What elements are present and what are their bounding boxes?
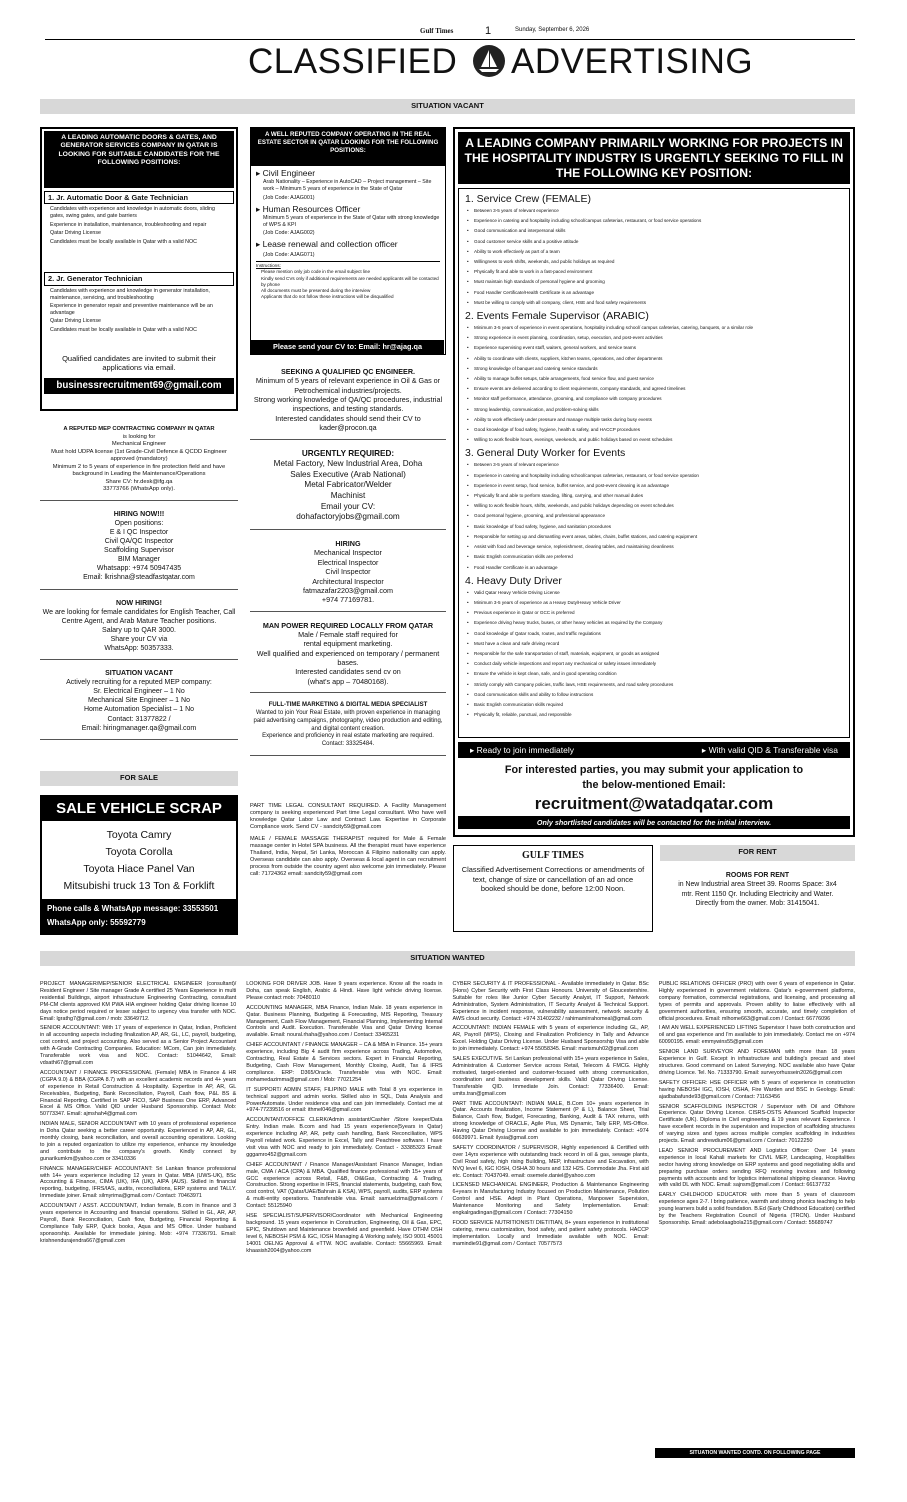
ad-line: Email: hiringmanager.qa@gmail.com: [81, 724, 197, 732]
ad-line: WhatsApp: 50357333.: [104, 645, 174, 652]
wanted-listing: CYBER SECURITY & IT PROFESSIONAL - Available immediately in Qatar. BSc (Hons) Cyber Security with First Class Honours. University of Gloucestershire. Suitable for roles like Junior Cyber Security Analyst, IT Support, Network Administration, System Administration, IT Security Analyst & Technical Support. Experience in incident response, vulnerability assessment, network security & AWS cloud security. Contact: +974 31402232 / rahimamirrahomeal@gmail.com: [452, 981, 649, 1022]
ad-line: SITUATION VACANT: [105, 670, 173, 678]
job1-title: 1. Jr. Automatic Door & Gate Technician: [44, 191, 234, 204]
wanted-listing: SAFETY COORDINATOR / SUPERVISOR, Highly experienced & Certified with over 14yrs experience with outstanding track record in oil & gas, sewage plants, Civil Road safety, high rising Building, MEP, infrastructure and Excavation, with NVQ level 6, IGC IOSH, OSHA 30 hours and 132 H2S. Commodate Jha. First aid etc. Contact: 70437049. email: osemele.daniel@yahoo.com: [452, 1144, 649, 1179]
wanted-listing: I AM AN WELL EXPERIENCED LIFTING Supervisor I have both construction and oil and gas experience and I'm available to join immediately. Contact me on +974 60090195. email: emmywins55@gmail.com: [658, 1025, 855, 1046]
hospitality-heading: A LEADING COMPANY PRIMARILY WORKING FOR PROJECTS IN THE HOSPITALITY INDUSTRY IS URGENTLY SEEKING TO FILL IN THE FOLLOWING KEY POSITION:: [458, 132, 850, 184]
requirement-item: • Experience in catering and hospitality including school/campus cafeterias, restaurant, or food service operation: [465, 471, 843, 481]
hiring-inspectors-ad: [250, 536, 446, 612]
requirement-item: • Experience supervising event staff, waiters, general workers, and service teams: [465, 343, 843, 353]
ad-line: Salary up to QAR 3000.: [102, 626, 176, 634]
ad-line: +974 77169781.: [321, 595, 375, 605]
vehicle-item: Toyota Camry: [106, 829, 172, 841]
requirement-item: • Willing to work flexible hours, evenings, weekends, and public holidays based on event schedules: [465, 435, 843, 445]
instruction-item: Please mention only job code in the email subject line: [261, 269, 371, 275]
ad-line: Experience and proficiency in real estate marketing are required.: [262, 733, 434, 740]
wanted-listing: FOOD SERVICE NUTRITIONIST/ DIETITIAN, 8+ years experience in institutional catering, menu customization, food safety, and patient safety protocols. HACCP implementation. Locally and Immediate available with NOC. Email: mamindie91@gmail.com / Contact: 70577573: [452, 1220, 649, 1247]
requirement-item: Candidates with experience and knowledge in generator installation, maintenance, servicing, and troubleshooting: [50, 287, 210, 301]
ad-line: FULL-TIME MARKETING & DIGITAL MEDIA SPECIALIST: [268, 702, 428, 709]
ad-line: Share CV: hr.desk@ifg.qa: [105, 478, 173, 485]
requirement-item: • Ability to work effectively under pressure and manage multiple tasks during busy events: [465, 415, 843, 425]
service-crew-list: [465, 206, 843, 308]
wanted-listing: PUBLIC RELATIONS OFFICER (PRO) with over 6 years of experience in Qatar. Highly experienced in government relations. Qatar's e-government platforms, company formation, commercial registrations, and licensing, and processing all types of permits and approvals. Proven ability to liaise effectively with all government authorities, ensuring smooth, accurate, and timely completion of official procedures. Email: mlhome663@gmail.com / Contact: 66776096: [658, 981, 855, 1022]
requirement-item: • Responsible for setting up and dismantling event areas, tables, chairs, buffet stations, and catering equipment: [465, 532, 843, 542]
ad-line: Home Automation Specialist – 1 No: [83, 706, 195, 714]
ad-line: Sales Executive (Arab National): [290, 469, 406, 479]
phone-line[interactable]: Phone calls & WhatsApp message: 33553501: [47, 904, 219, 913]
ad-line: Civil QA/QC Inspector: [104, 538, 174, 546]
requirement-item: • Good customer service skills and a positive attitude: [465, 237, 843, 247]
ad-line: Share your CV via: [110, 635, 168, 643]
ad-line: Must hold UDPA license (1st Grade-Civil Defence & QCDD Engineer approved (mandatory): [51, 448, 227, 463]
wanted-listing: ACCOUNTANT/OFFICE CLERK/Admin assistant/Cashier /Store keeper/Data Entry. Indian male. B.com and had 15 years experience(5years in Qatar) experience including AP, AR, petty cash handling, Bank Reconciliation, WPS Payroll related work. Experience in Excel, Tally and Peachtree software. I have visit visa with NOC and ready to join immediately. Contact - 33385323 Email: gggamro452@gmail.com: [246, 1117, 443, 1158]
job1-requirements: [44, 204, 234, 272]
ad-line: Civil Inspector: [325, 567, 371, 577]
triangle-icon: ▸: [256, 168, 263, 178]
wanted-listing: HSE SPECIALIST/SUPERVISOR/Coordinator with Mechanical Engineering background. 15 years experience in Construction, Engineering, Oil & Gas, EPC, EPIC, Shutdown and Maintenance brownfield and greenfield. Have OTHM OSH level 6, NEBOSH PSM & IGC, IOSH Managing & Working safely, ISO 9001 45001 14001 OELNG Approval & eTTW. NOC available. Contact: 55665969. Email: khaasish2004@yahoo.com: [246, 1213, 443, 1254]
scrap-sale-ad: [40, 795, 238, 935]
page-number: 1: [485, 25, 492, 37]
requirement-item: • Minimum 3-5 years of experience in event operations, hospitality including school/ campus cafeterias, catering, banquets, or a similar role: [465, 323, 843, 333]
ad-line: Strong working knowledge of QA/QC procedures, industrial inspections, and testing standards.: [253, 395, 443, 414]
ad-line: Minimum 2 to 5 years of experience in fire protection field and have background in Leading the Maintenance/Operations: [52, 463, 226, 478]
urgently-required-ad: [250, 446, 446, 531]
ad-line: 33773766 (WhatsApp only).: [103, 486, 175, 493]
ad-line: Mechanical Site Engineer – 1 No: [88, 697, 190, 705]
wanted-listing: FINANCE MANAGER/CHIEF ACCOUNTANT: Sri Lankan finance professional with 14+ years experience including 12 years in Qatar. MBA (UWS-UK), BSc Accounting & Finance, CIMA (UK), IFA (UK), AIPA (AUS). Skilled in financial reporting, budgeting, IFRS/IAS, audits, reconciliations, ERP systems and TALLY. Immediate joiner. Email: silmyrima@gmail.com / Contact: 70463971: [40, 1165, 237, 1200]
qc-engineer-ad: [250, 364, 446, 440]
requirement-item: • Experience driving heavy trucks, buses, or other heavy vehicles as required by the Company: [465, 618, 843, 628]
ad-line: MAN POWER REQUIRED LOCALLY FROM QATAR: [262, 620, 434, 630]
real-estate-cta[interactable]: Please send your CV to: Email: hr@ajag.qa: [251, 340, 444, 354]
requirement-item: • Ensure events are delivered according to client requirements, company standards, and agreed timelines: [465, 384, 843, 394]
marketing-specialist-ad: [250, 699, 446, 756]
instructions-title: Instructions:: [256, 263, 281, 269]
wanted-listing: ACCOUNTING MANAGER, MBA Finance, Indian Male. 18 years experience in Qatar. Business Planning, Budgeting & Forecasting, MIS Reporting, Treasury Management, Cash Flow Management, Financial Planning, Implementing Internal Controls and Audit. Execution. Transferable Visa and Qatar Driving license available. Email: noural.rhaha@yahoo.com / Contact: 33465231: [246, 1004, 443, 1039]
requirement-item: • Experience in event setup, food service, buffet service, and post-event cleaning is an advantage: [465, 481, 843, 491]
requirement-item: • Food Handler Certificate/Health Certificate is an advantage: [465, 288, 843, 298]
ad-line: Architectural Inspector: [312, 576, 384, 586]
paper-name: Gulf Times: [420, 27, 454, 35]
ad-line: Metal Fabricator/Welder: [304, 480, 392, 490]
ad-line: SEEKING A QUALIFIED QC ENGINEER.: [280, 367, 416, 376]
teachers-ad: [40, 596, 238, 661]
requirement-item: • Ensure the vehicle is kept clean, safe, and in good operating condition: [465, 669, 843, 679]
ad-line: (what's app – 70480168).: [307, 676, 389, 686]
ad-line: Email: lkrishna@steadfastqatar.com: [83, 574, 195, 582]
real-estate-heading: A WELL REPUTED COMPANY OPERATING IN THE REAL ESTATE SECTOR IN QATAR LOOKING FOR THE FOLLOWING POSITIONS:: [251, 128, 445, 166]
ad-line: Minimum of 5 years of relevant experience in Oil & Gas or Petrochemical industries/projects.: [255, 376, 441, 395]
wanted-column-2: [246, 981, 442, 1446]
wanted-listing: SALES EXECUTIVE. Sri Lankan professional with 15+ years experience in Sales, Administration & Customer Service across Retail, Telecom & FMCG. Highly motivated, target-oriented and customer-focused with strong communication, coordination and business development skills. Valid Qatar Driving License. Transferable QID. Immediate Join. Contact: 77336400. Email: umits.tran@gmail.com: [452, 1056, 649, 1097]
job1-desc: Arab Nationality – Experience in AutoCAD – Project management – Site work – Minimum 5 years of experience in the State of Qatar: [263, 179, 432, 192]
ad-line: Mechanical Inspector: [314, 548, 382, 558]
requirement-item: • Between 3-5 years of relevant experience: [465, 460, 843, 470]
requirement-item: • Willingness to work shifts, weekends, and public holidays as required: [465, 257, 843, 267]
requirement-item: • Ability to manage buffet setups, table arrangements, food service flow, and guest service: [465, 374, 843, 384]
job-lease-officer: Lease renewal and collection officer: [262, 239, 398, 250]
requirement-item: Candidates must be locally available in Qatar with a valid NOC: [50, 238, 197, 245]
ad-line: BIM Manager: [117, 556, 161, 564]
requirement-item: • Good personal hygiene, grooming, and professional appearance: [465, 511, 843, 521]
ad-line: Wanted to join Your Real Estate, with proven experience in managing paid advertising campaigns, photography, video production and editing, and digital content creation.: [253, 709, 443, 732]
ad-line: fatmazafar2203@gmail.com: [303, 585, 393, 595]
instruction-item: Applicants that do not follow these instructions will be disqualified: [261, 294, 394, 300]
requirement-item: • Basic English communication skills are preferred: [465, 552, 843, 562]
job1-code: (Job Code: AJAG001): [263, 194, 315, 201]
wanted-column-1: [40, 981, 236, 1446]
advertising-title: ADVERTISING: [511, 42, 754, 81]
apply-text: For interested parties, you may submit your application to the below-mentioned Email:: [504, 764, 804, 791]
col2-paragraph-ads: [250, 803, 446, 883]
real-estate-ad: [250, 127, 446, 355]
requirement-item: • Physically fit and able to work in a fast-paced environment: [465, 267, 843, 277]
triangle-icon: ▸: [256, 239, 263, 250]
requirement-item: • Willing to work flexible hours, shifts, weekends, and public holidays depending on event schedules: [465, 501, 843, 511]
scrap-heading: SALE VEHICLE SCRAP: [42, 797, 236, 821]
ad-line: E & I QC Inspector: [109, 528, 169, 536]
ad-line: A REPUTED MEP CONTRACTING COMPANY IN QATAR: [63, 426, 215, 432]
requirement-item: • Experience in catering and hospitality including school/campus cafeterias, restaurant, or food service operations: [465, 216, 843, 226]
requirement-item: • Strong experience in event planning, coordination, setup, execution, and post-event activities: [465, 333, 843, 343]
requirement-item: • Good knowledge of food safety, hygiene, health & safety, and HACCP procedures: [465, 425, 843, 435]
situation-wanted-bar: SITUATION WANTED: [40, 951, 855, 966]
requirement-item: • Good communication skills and ability to follow instructions: [465, 690, 843, 700]
section-events-supervisor: 2. Events Female Supervisor (ARABIC): [465, 310, 649, 323]
corrections-text: Classified Advertisement Corrections or amendments of text, change of size or cancellation of an ad once booked should be done, before 12:00 Noon.: [461, 864, 645, 894]
hospitality-email[interactable]: recruitment@watadqatar.com: [534, 794, 774, 814]
section-general-worker: 3. General Duty Worker for Events: [465, 447, 626, 460]
requirement-item: • Responsible for the safe transportation of staff, materials, equipment, or goods as assigned: [465, 649, 843, 659]
ad-line: Well qualified and experienced on temporary / permanent bases.: [256, 648, 440, 668]
wanted-listing: PART TIME ACCOUNTANT: INDIAN MALE, B.Com 10+ years experience in Qatar. Accounts finalization, Income Statement (P & L), Balance Sheet, Trial Balance, Cash flow, Budget, Forecasting, Banking, Audit & TAX returns, with strong knowledge of ORACLE, Agile Plus, MS Dynamic, Tally ERP, MS-Office. Having Qatar Driving License and available to join immediately. Contact: +974 66639971. Email: ilysia@gmail.com: [452, 1100, 649, 1142]
section-heavy-driver: 4. Heavy Duty Driver: [465, 574, 562, 587]
ad-line: Whatsapp: +974 50947435: [96, 565, 182, 573]
wanted-listing: CHIEF ACCOUNTANT / Finance Manager/Assistant Finance Manager, Indian male, CMA / ACA (CPA) & MBA. Qualified finance professional with 15+ years of GCC experience across Retail, F&B, Oil&Gas, Contracting & Trading, Construction. Strong expertise in IFRS, financial statements, budgeting, cash flow, cost control, VAT (Qatar/UAE/Bahrain & KSA), WPS, payroll, audits, ERP systems & multi-entity operations. Transferable visa. Email: samuelzima@gmail.com / Contact: 55125940: [246, 1161, 443, 1210]
ad-line: HIRING NOW!!!: [113, 510, 165, 518]
requirement-item: Candidates must be locally available in Qatar with a valid NOC: [50, 326, 197, 333]
ad-line: Open positions:: [114, 519, 164, 527]
rent-heading: ROOMS FOR RENT: [725, 872, 790, 879]
for-rent-bar: FOR RENT: [660, 845, 855, 861]
job-civil-engineer: Civil Engineer: [262, 168, 316, 178]
job2-requirements: [44, 286, 234, 354]
rooms-rent-ad: [660, 871, 855, 908]
wanted-column-4: [659, 981, 855, 1446]
requirement-item: • Previous experience in Qatar or GCC is preferred: [465, 608, 843, 618]
corrections-title: GULF TIMES: [522, 850, 584, 861]
wanted-listing: SENIOR SCAFFOLDING INSPECTOR / Supervisor with Oil and Offshore Experience. Qatar Driving Licence. CISRS-OSTS Advanced Scaffold Inspector Certificate (UK). Diploma in Civil engineering & 19 years relevant Experience. I have excellent records in the supervision and inspection of scaffolding structures of varying sizes and types across multiple complex scaffolding in industries projects. Email: andrewdium06@gmail.com / Contact: 70122250: [658, 1103, 855, 1145]
requirement-item: • Must have a clean and safe driving record: [465, 639, 843, 649]
ad-line: Male / Female staff required for: [298, 629, 398, 639]
ad-line: NOW HIRING!: [116, 599, 162, 607]
situation-vacant-bar: SITUATION VACANT: [40, 99, 855, 114]
vehicle-list: [42, 827, 236, 895]
requirement-item: Experience in installation, maintenance, troubleshooting and repair: [50, 221, 207, 228]
instruction-item: Kindly send CVs only if additional requirements are needed applicants will be contacted by phone: [261, 275, 439, 287]
requirement-item: Qatar Driving License: [50, 318, 101, 325]
auto-doors-ad: [40, 127, 238, 411]
ad-line: dohafactoryjobs@gmail.com: [296, 512, 400, 522]
job2-code: (Job Code: AJAG002): [263, 230, 315, 237]
rent-text: in New Industrial area Street 39. Rooms Space: 3x4 mtr. Rent 1150 Qr. Including Electricity and Water. Directly from the owner. Mob: 31415041.: [678, 881, 837, 907]
ad-line: HIRING: [335, 539, 361, 549]
col2-small-ads: [250, 364, 446, 762]
wanted-listing: ACCOUNTANT / FINANCE PROFESSIONAL (Female) MBA in Finance & HR (CGPA 9.0) & BBA (CGPA 8.7) with an excellent academic records and 4+ years of experience in Retail Construction & Hospitality. Expertise in AP, AR, GL Receivables, Budgeting, Bank Reconciliation, Payroll, Cash flow, P&L BS & Financial Reporting. Certified in SAP FICO, SAP Business One ERP, Advanced Excel & MS Office. Valid QID under Husband Sponsorship. Contact Mob: 50773347. Email: ajmshah4@gmail.com: [40, 1069, 237, 1118]
ad-line: Mechanical Engineer: [111, 441, 167, 448]
wanted-listing: ACCOUNTANT / ASST. ACCOUNTANT, Indian female, B.com in finance and 3 years experience in Accounting and financial operations. Skilled in GL, AR, AP, Payroll, Bank Reconciliation, Cash flow, Budgeting, Financial Reporting & Compliance Tally ERP, Quick books, Aqua and MS Office. Under husband sponsorship. Available for immediate joining. Mob: +974 77336791. Email: krishnendurajendra667@gmail.com: [40, 1203, 237, 1244]
requirement-item: • Minimum 3-5 years of experience as a Heavy Duty/Heavy Vehicle Driver: [465, 598, 843, 608]
ad-line: Electrical Inspector: [317, 557, 379, 567]
requirement-item: • Assist with food and beverage service, replenishment, clearing tables, and maintaining cleanliness: [465, 542, 843, 552]
ad-line: Sr. Electrical Engineer – 1 No: [93, 688, 185, 696]
ad-line: rental equipment marketing.: [303, 639, 393, 649]
vehicle-item: Toyota Corolla: [105, 846, 173, 858]
invite-text: Qualified candidates are invited to submit their applications via email.: [62, 353, 216, 373]
instructions-list: [256, 269, 440, 300]
requirement-item: Qatar Driving License: [50, 230, 101, 237]
classified-title: CLASSIFIED: [248, 42, 458, 81]
continued-note: SITUATION WANTED CONTD. ON FOLLOWING PAGE: [655, 1448, 855, 1458]
ad-line: is looking for: [122, 433, 156, 440]
wanted-listing: IT SUPPORT/ ADMIN STAFF, FILIPINO MALE with Total 8 yrs experience in technical support and admin works. Skilled also in SQL, Data Analysis and PowerAutomate. Under residence visa and can join immediately. Contact me at +974-77239516 or email: ithmel046@gmail.com: [246, 1086, 443, 1114]
requirement-item: • Valid Qatar Heavy Vehicle Driving License: [465, 588, 843, 598]
wanted-listing: EARLY CHILDHOOD EDUCATOR with more than 5 years of classroom experience ages 2-7. I bring patience, warmth and strong phonics teaching to help young learners build a solid foundation. B.Ed (Early Childhood Education) certified by the Teachers Registration Council of Nigeria (TRCN). Under Husband Sponsorship. Email: adebolaagbola215@gmail.com / Contact: 55689747: [658, 1192, 855, 1226]
ad-line: Interested candidates send cv on: [295, 667, 401, 677]
general-worker-list: [465, 460, 843, 572]
requirement-item: • Basic knowledge of food safety, hygiene, and sanitation procedures: [465, 522, 843, 532]
ship-logo-icon: [473, 45, 505, 77]
requirement-item: • Good communication and interpersonal skills: [465, 226, 843, 236]
wanted-listing: PROJECT MANAGER/MEP/SENIOR ELECTRICAL ENGINEER (consultant)/ Resident Engineer / Site manager Grade A certified 25 Years Experience in multi residential Buildings, airport infrastructure Engineering Contracting, consultant PM-CM clients approved KM PWA HIA engineer holding Qatar driving license 10 days notice period required or lesser subject to urgency visa transfer with NOC. Email: lgrathg7@gmail.com / mob: 33649712.: [40, 981, 237, 1022]
auto-doors-heading: A LEADING AUTOMATIC DOORS & GATES, AND GENERATOR SERVICES COMPANY IN QATAR IS LOOKING FOR SUITABLE CANDIDATES FOR THE FOLLOWING POSITIONS:: [44, 131, 234, 188]
requirement-item: • Physically fit, reliable, punctual, and responsible: [465, 710, 843, 720]
wanted-listing: LOOKING FOR DRIVER JOB. Have 9 years experience. Know all the roads in Doha, can speak English, Arabic & Hindi. Have light vehicle driving license. Please contact mob: 70480110: [246, 981, 443, 1001]
ad-line: Metal Factory, New Industrial Area, Doha: [273, 459, 423, 469]
requirement-item: • Ability to work effectively as part of a team: [465, 247, 843, 257]
wanted-listing: ACCOUNTANT: INDIAN FEMALE with 5 years of experience including GL, AP, AR, Payroll (WPS), Closing and Finalization Proficiency in Tally and Advance Excel. Holding Qatar Driving License. Under Husband Sponsorship Visa and able to join immediately. Contact: +974 55058345. Email: marismuh02@gmail.com: [452, 1025, 649, 1053]
whatsapp-line[interactable]: WhatsApp only: 55592779: [47, 918, 146, 927]
requirement-item: • Monitor staff performance, attendance, grooming, and compliance with company procedures: [465, 394, 843, 404]
ad-line: Email your CV:: [320, 501, 376, 511]
classified-paragraph: PART TIME LEGAL CONSULTANT REQUIRED. A Facility Management company is seeking experienced Part time Legal consultant. Who have well knowledge Qatar Labor Law and Contract Law. Expertise in Corporate Compliance work. Send CV - sandcity59@gmail.com: [250, 803, 446, 831]
wanted-listing: LICENSED MECHANICAL ENGINEER, Production & Maintenance Engineering 6+years in Manufacturing Industry focused on Production Maintenance, Pollution Control and HSE. Adept in Plant Operations, Manpower Supervision, Maintenance Monitoring and Safety Implementation. Email: engkalrgadingan@gmail.com / Contact: 77304150: [452, 1182, 649, 1217]
auto-doors-email[interactable]: businessrecruitment69@gmail.com: [44, 378, 234, 394]
masthead: [45, 22, 855, 84]
ad-line: Interested candidates should send their CV to kader@procon.qa: [275, 413, 421, 433]
job2-desc: Minimum 5 years of experience in the State of Qatar with strong knowledge of WPS & KPI: [263, 214, 440, 228]
ad-line: Scaffolding Supervisor: [104, 547, 174, 555]
wanted-listing: SENIOR ACCOUNTANT: With 17 years of experience in Qatar, Indian, Proficient in all accounting aspects including finalization AP, AR, GL, LC, payroll, budgeting, cost control, and project accounting. Also served as a Senior Project Accountant with A-Grade Contracting Companies. Education: MCom, Can join immediately. Transferable work visa and NOC. Contact: 51044642, Email: vdsathi67@gmail.com: [40, 1025, 237, 1066]
requirement-item: • Between 3-5 years of relevant experience: [465, 206, 843, 216]
corrections-box: [453, 845, 653, 932]
wanted-listing: INDIAN MALE, SENIOR ACCOUNTANT with 10 years of professional experience in Doha Qatar seeking a better career opportunity. Experienced in AP, AR, GL, monthly closing, bank reconciliation, and overall accounting operations. Looking to join a reputed organization to utilize my experience, enhance my knowledge and contribute to the company's growth. Kindly connect by gunarikumkm@yahoo.com or 33410336: [40, 1121, 237, 1162]
requirement-item: • Good knowledge of Qatar roads, routes, and traffic regulations: [465, 629, 843, 639]
vehicle-item: Mitsubishi truck 13 Ton & Forklift: [63, 880, 215, 892]
classified-paragraph: MALE / FEMALE MASSAGE THERAPIST required for Male & Female massage center in Hotel SPA business. All the therapist must have experience Thailand, India, Nepal, Sri Lanka, Moroccan & Filipino nationality can apply. Overseas candidate can also apply. Overseas & local agent in can recruitment process from outside the country agent also welcome join immediately. Please call: 71724362 email: sandcity59@gmail.com: [250, 835, 446, 878]
requirement-item: Candidates with experience and knowledge in automatic doors, sliding gates, swing gates, and gate barriers: [50, 206, 215, 220]
requirement-item: • Must maintain high standards of personal hygiene and grooming: [465, 277, 843, 287]
heavy-driver-list: [465, 588, 843, 721]
hiring-now-ad: [40, 507, 238, 590]
ad-line: We are looking for female candidates for English Teacher, Call Centre Agent, and Arab Mature Teacher positions.: [42, 608, 236, 625]
ad-line: Machinist: [330, 491, 366, 501]
manpower-ad: [250, 618, 446, 694]
requirement-item: • Strong leadership, communication, and problem-solving skills: [465, 405, 843, 415]
requirement-item: • Physically fit and able to perform standing, lifting, carrying, and other manual duties: [465, 491, 843, 501]
job3-code: (Job Code: AJAG071): [263, 252, 315, 259]
wanted-listing: LEAD SENIOR PROCUREMENT AND Logistics Officer: Over 14 years experience in local Kahali markets for CIVIL MEP, Landscaping, Hospitalities sector having strong knowledge on ERP systems and good negotiating skills and preparing purchase orders sending RFQ receiving invoices and following payments with accounts and for logistics international shipping clearance. Having with valid DL with NOC. Email: sajnsm@gmail.com / Contact: 66137732: [658, 1147, 855, 1189]
requirement-item: • Ability to coordinate with clients, suppliers, kitchen teams, operations, and other departments: [465, 354, 843, 364]
badge-ready: ▸ Ready to join immediately: [470, 745, 574, 755]
col1-small-ads: [40, 423, 238, 746]
triangle-icon: ▸: [256, 203, 263, 214]
requirement-item: • Must be willing to comply with all company, client, HSE and food safety requirements: [465, 298, 843, 308]
shortlist-note: Only shortlisted candidates will be contacted for the initial interview.: [458, 816, 850, 829]
mep-vacant-ad: [40, 666, 238, 740]
requirement-item: • Food Handler Certificate is an advantage: [465, 563, 843, 573]
wanted-listing: SAFETY OFFICER: HSE OFFICER with 5 years of experience in construction having NEBOSH IGC, IOSH, OSHA, Fire Warden and BSC in Geology. Email: ajadbabafunde93@gmail.com / Contact: 71163456: [658, 1079, 855, 1100]
ad-line: Contact: 33325484.: [321, 741, 375, 748]
requirement-item: • Strong knowledge of banquet and catering service standards: [465, 364, 843, 374]
wanted-listing: SENIOR LAND SURVEYOR AND FOREMAN with more than 18 years Experience in Gulf. Except in infrastructure and building's precast and steel structures. Good command on Latest Surveying. NOC available also have Qatar driving Licence. Tel. No. 71333790. Email: surveyorhussein2026@gmail.com: [658, 1049, 855, 1076]
requirement-item: • Strictly comply with Company policies, traffic laws, HSE requirements, and road safety procedures: [465, 680, 843, 690]
section-service-crew: 1. Service Crew (FEMALE): [465, 193, 592, 205]
job-hr-officer: Human Resources Officer: [262, 203, 361, 214]
wanted-listing: CHIEF ACCOUNTANT / FINANCE MANAGER – CA & MBA in Finance. 15+ years experience, including Big 4 audit firm experience across Trading, Automotive, Contracting, Real Estate & Services sectors. Expert in Financial Reporting, Budgeting, Cash Flow Management, Monthly Closing, Audit, Tax & IFRS compliance. ERP: D365/Oracle. Transferable visa with NOC. Email: mohamedazimma@gmail.com / Mob: 77021254: [246, 1042, 443, 1083]
mep-engineer-ad: [40, 423, 238, 501]
vehicle-item: Toyota Hiace Panel Van: [83, 863, 195, 875]
requirement-item: • Basic English communication skills required: [465, 700, 843, 710]
events-supervisor-list: [465, 323, 843, 445]
ad-line: Contact: 31377822 /: [107, 715, 171, 723]
instruction-item: All documents must be presented during the interview: [261, 288, 371, 294]
issue-date: Sunday, September 6, 2026: [515, 27, 590, 33]
badge-valid-qid: ▸ With valid QID & Transferable visa: [701, 745, 838, 755]
wanted-column-3: [453, 981, 649, 1446]
job2-title: 2. Jr. Generator Technician: [44, 272, 234, 285]
requirement-item: Experience in generator repair and preventive maintenance will be an advantage: [50, 303, 213, 316]
for-sale-bar: FOR SALE: [40, 771, 238, 786]
ad-line: Actively recruiting for a reputed MEP company:: [66, 679, 212, 687]
requirement-item: • Conduct daily vehicle inspections and report any mechanical or safety issues immediately: [465, 659, 843, 669]
hospitality-ad: [453, 127, 855, 837]
ad-line: URGENTLY REQUIRED:: [301, 448, 395, 458]
